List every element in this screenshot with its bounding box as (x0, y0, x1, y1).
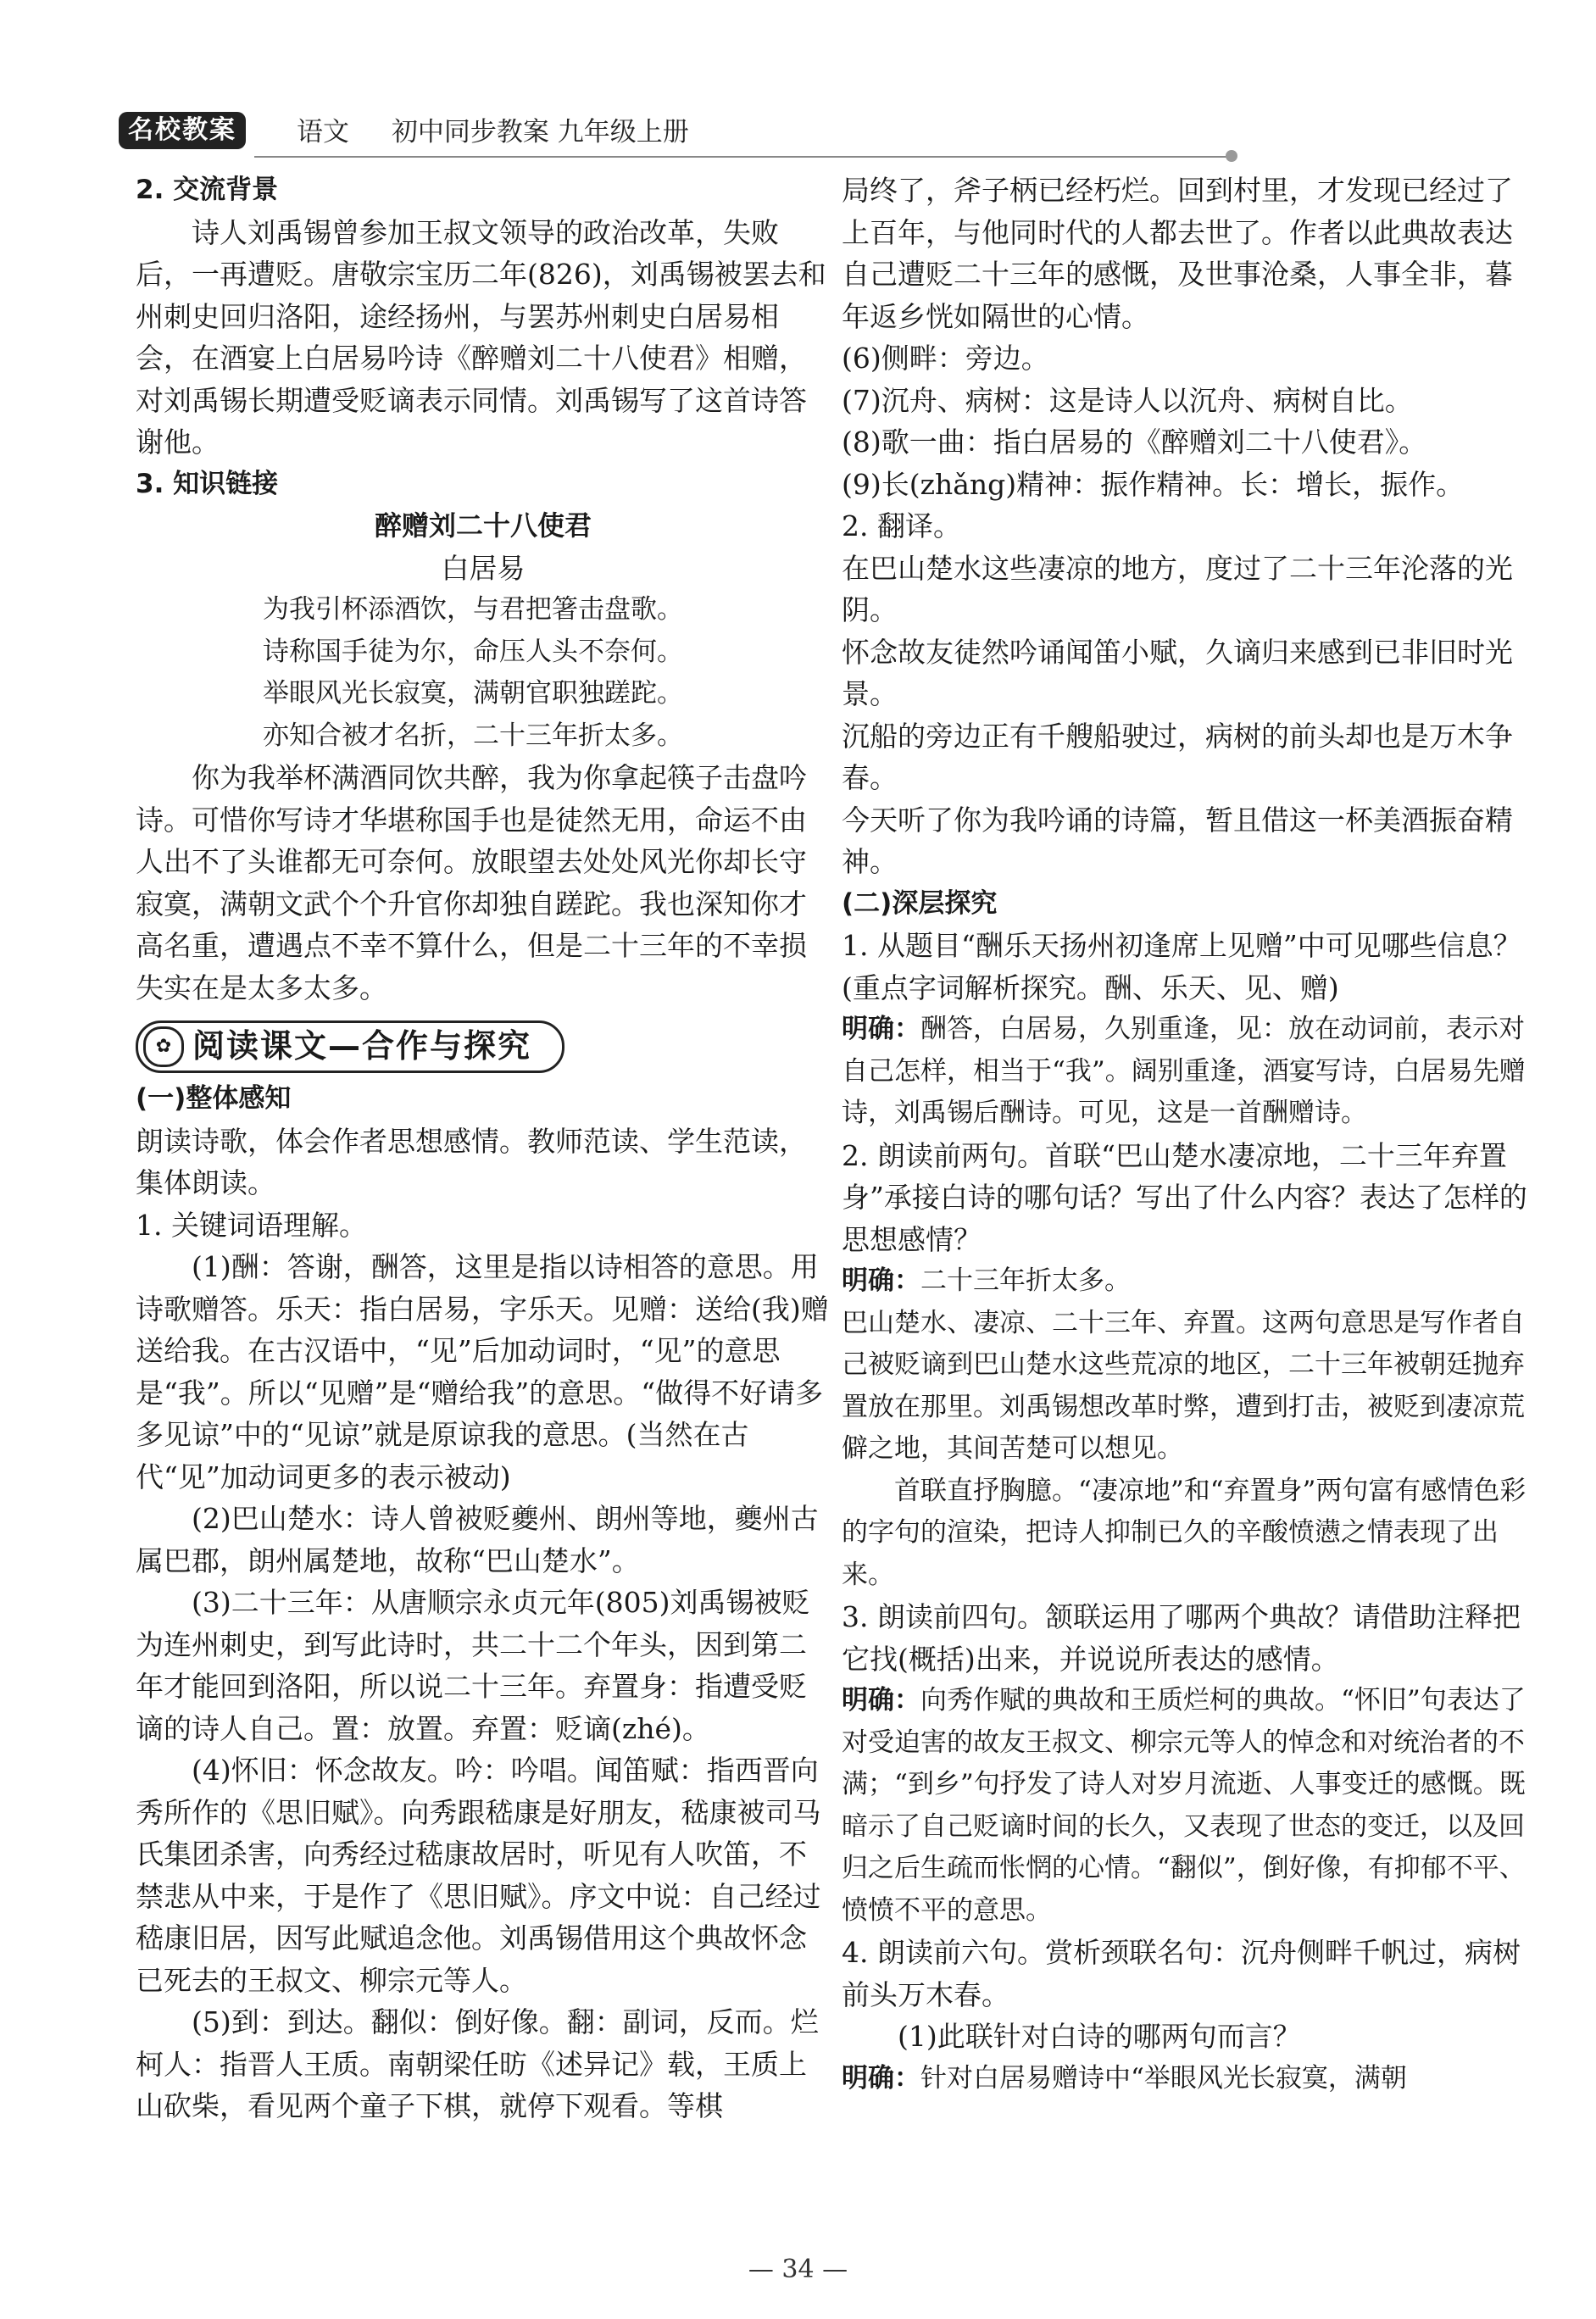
question: 2. 朗读前两句。首联“巴山楚水凄凉地，二十三年弃置身”承接白诗的哪句话？写出了什么内容？表达了怎样的思想感情？ (842, 1138, 1527, 1256)
translation-line: 在巴山楚水这些凄凉的地方，度过了二十三年沦落的光阴。 (842, 551, 1513, 626)
poem-translation: 你为我举杯满酒同饮共醉，我为你拿起筷子击盘吟诗。可惜你写诗才华堪称国手也是徒然无用，命运不由人出不了头谁都无可奈何。放眼望去处处风光你却长守寂寞，满朝文武个个升官你却独自蹉跎。我也深知你才高名重，遭遇点不幸不算什么，但是二十三年的不幸损失实在是太多太多。 (136, 761, 807, 1004)
note-paragraph: (5)到：到达。翻似：倒好像。翻：副词，反而。烂柯人：指晋人王质。南朝梁任昉《述异记》载，王质上山砍柴，看见两个童子下棋，就停下观看。等棋 (136, 2005, 819, 2122)
header-rule-dot (1226, 150, 1237, 162)
part-heading: (一)整体感知 (136, 1083, 292, 1114)
answer (842, 2058, 1537, 2100)
poem-line: 举眼风光长寂寞，满朝官职独蹉跎。 (263, 678, 683, 709)
note-line: (6)侧畔：旁边。 (842, 342, 1049, 375)
answer-label: 明确： (842, 2062, 920, 2094)
answer-text: 酬答，白居易，久别重逢，见：放在动词前，表示对自己怎样，相当于“我”。阔别重逢，酒宴写诗，白居易先赠诗，刘禹锡后酬诗。可见，这是一首酬赠诗。 (842, 1014, 1526, 1128)
note-paragraph: (1)酬：答谢，酬答，这里是指以诗相答的意思。用诗歌赠答。乐天：指白居易，字乐天。见赠：送给(我)赠送给我。在古汉语中，“见”后加动词时，“见”的意思是“我”。所以“见赠”是“赠给我”的意思。“做得不好请多多见谅”中的“见谅”就是原谅我的意思。(当然在古代“见”加动词更多的表示被动) (136, 1250, 829, 1493)
left-column (136, 170, 831, 2127)
right-column (842, 170, 1537, 2099)
translation-line: 怀念故友徒然吟诵闻笛小赋，久谪归来感到已非旧时光景。 (842, 635, 1513, 710)
publisher-logo: 名校教案 (119, 112, 246, 149)
answer-label: 明确： (842, 1685, 920, 1716)
answer-paragraph: 巴山楚水、凄凉、二十三年、弃置。这两句意思是写作者自己被贬谪到巴山楚水这些荒凉的地区，二十三年被朝廷抛弃置放在那里。刘禹锡想改革时弊，遭到打击，被贬到凄凉荒僻之地，其间苦楚可以想见。 (842, 1307, 1525, 1464)
translation-line: 今天听了你为我吟诵的诗篇，暂且借这一杯美酒振奋精神。 (842, 803, 1513, 878)
answer (842, 1009, 1537, 1135)
answer-text: 针对白居易赠诗中“举眼风光长寂寞，满朝 (920, 2062, 1407, 2094)
note-line: (7)沉舟、病树：这是诗人以沉舟、病树自比。 (842, 383, 1413, 417)
book-icon: ✿ (143, 1026, 184, 1067)
answer-label: 明确： (842, 1014, 920, 1044)
section-heading: 2. 交流背景 (136, 175, 279, 205)
answer-text: 二十三年折太多。 (920, 1265, 1131, 1296)
answer-paragraph: 首联直抒胸臆。“凄凉地”和“弃置身”两句富有感情色彩的字句的渲染，把诗人抑制已久的辛酸愤懑之情表现了出来。 (842, 1475, 1526, 1590)
header-text (297, 110, 689, 148)
question: 3. 朗读前四句。颔联运用了哪两个典故？请借助注释把它找(概括)出来，并说说所表达的感情。 (842, 1600, 1521, 1676)
translation-line: 沉船的旁边正有千艘船驶过，病树的前头却也是万木争春。 (842, 719, 1513, 794)
header-rule (254, 156, 1229, 158)
page-header (119, 107, 1119, 158)
section-banner (136, 1020, 564, 1073)
page-number: — 34 — (748, 2255, 848, 2284)
section-heading: 3. 知识链接 (136, 468, 279, 499)
poem-title: 醉赠刘二十八使君 (374, 509, 592, 542)
question-heading: 1. 关键词语理解。 (136, 1208, 367, 1242)
question: 4. 朗读前六句。赏析颈联名句：沉舟侧畔千帆过，病树前头万木春。 (842, 1936, 1521, 2011)
subject-label: 语文 (297, 117, 349, 147)
poem-line: 诗称国手徒为尔，命压人头不奈何。 (263, 636, 683, 667)
note-paragraph: (4)怀旧：怀念故友。吟：吟唱。闻笛赋：指西晋向秀所作的《思旧赋》。向秀跟嵇康是好朋友，嵇康被司马氏集团杀害，向秀经过嵇康故居时，听见有人吹笛，不禁悲从中来，于是作了《思旧赋》。序文中说：自己经过嵇康旧居，因写此赋追念他。刘禹锡借用这个典故怀念已死去的王叔文、柳宗元等人。 (136, 1754, 821, 1997)
question-heading: 2. 翻译。 (842, 509, 961, 542)
banner-title: 阅读课文—合作与探究 (192, 1027, 532, 1065)
poem-author: 白居易 (441, 551, 526, 585)
note-paragraph: (3)二十三年：从唐顺宗永贞元年(805)刘禹锡被贬为连州刺史，到写此诗时，共二十二个年头，因到第二年才能回到洛阳，所以说二十三年。弃置身：指遭受贬谪的诗人自己。置：放置。弃置：贬谪(zhé)。 (136, 1586, 810, 1745)
sub-question: (1)此联针对白诗的哪两句而言？ (898, 2020, 1301, 2053)
note-paragraph: 局终了，斧子柄已经朽烂。回到村里，才发现已经过了上百年，与他同时代的人都去世了。作者以此典故表达自己遭贬二十三年的感慨，及世事沧桑，人事全非，暮年返乡恍如隔世的心情。 (842, 174, 1513, 333)
note-paragraph: (2)巴山楚水：诗人曾被贬夔州、朗州等地，夔州古属巴郡，朗州属楚地，故称“巴山楚水”。 (136, 1502, 819, 1577)
poem-line: 为我引杯添酒饮，与君把箸击盘歌。 (263, 594, 683, 625)
answer (842, 1260, 1537, 1303)
note-line: (8)歌一曲：指白居易的《醉赠刘二十八使君》。 (842, 425, 1427, 459)
answer-text: 向秀作赋的典故和王质烂柯的典故。“怀旧”句表达了对受迫害的故友王叔文、柳宗元等人的悼念和对统治者的不满；“到乡”句抒发了诗人对岁月流逝、人事变迁的感慨。既暗示了自己贬谪时间的长久，又表现了世态的变迁，以及回归之后生疏而怅惘的心情。“翻似”，倒好像，有抑郁不平、愤愤不平的意思。 (842, 1685, 1526, 1926)
background-paragraph: 诗人刘禹锡曾参加王叔文领导的政治改革，失败后，一再遭贬。唐敬宗宝历二年(826)，刘禹锡被罢去和州刺史回归洛阳，途经扬州，与罢苏州刺史白居易相会，在酒宴上白居易吟诗《醉赠刘二十八使君》相赠，对刘禹锡长期遭受贬谪表示同情。刘禹锡写了这首诗答谢他。 (136, 215, 826, 459)
note-line: (9)长(zhǎng)精神：振作精神。长：增长，振作。 (842, 467, 1465, 501)
book-subtitle: 初中同步教案 九年级上册 (391, 117, 689, 147)
paragraph: 朗读诗歌，体会作者思想感情。教师范读、学生范读，集体朗读。 (136, 1124, 807, 1199)
poem-line: 亦知合被才名折，二十三年折太多。 (263, 720, 683, 751)
answer-label: 明确： (842, 1265, 920, 1296)
part-heading: (二)深层探究 (842, 887, 998, 919)
question: 1. 从题目“酬乐天扬州初逢席上见赠”中可见哪些信息？(重点字词解析探究。酬、乐天、见、赠) (842, 929, 1521, 1004)
answer (842, 1680, 1537, 1932)
